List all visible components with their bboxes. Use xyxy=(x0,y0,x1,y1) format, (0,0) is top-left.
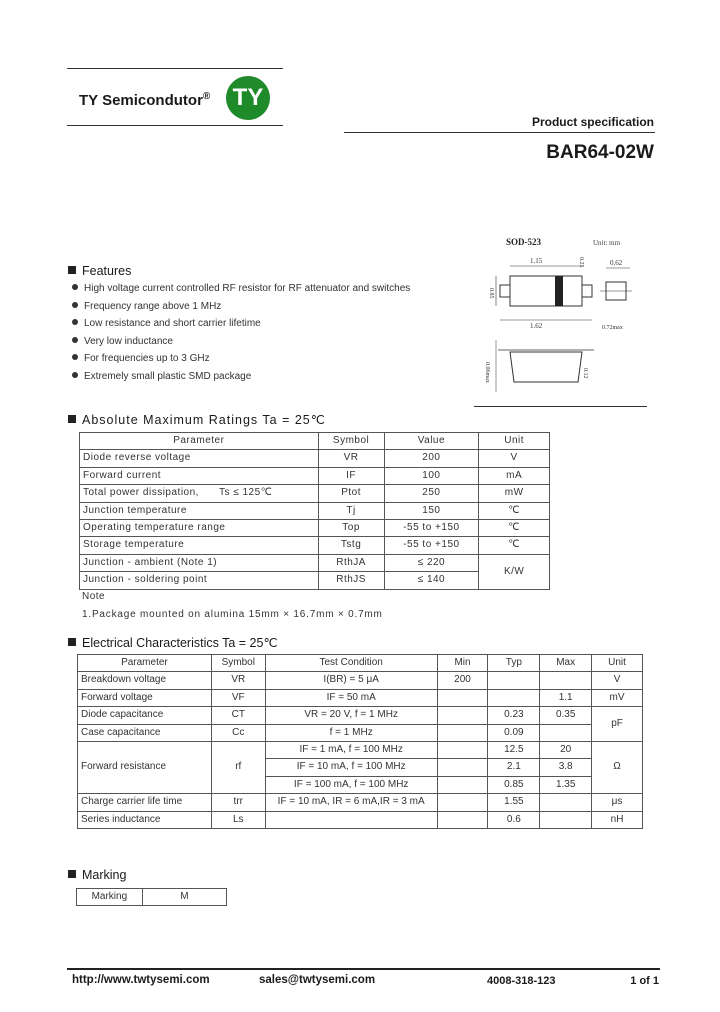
ec-table xyxy=(77,654,643,829)
min-cell xyxy=(437,707,488,724)
max-cell xyxy=(540,811,592,828)
part-number: BAR64-02W xyxy=(546,142,654,163)
square-bullet-icon xyxy=(68,870,76,878)
unit-cell: V xyxy=(479,450,550,467)
dim-label: 0.85 xyxy=(488,288,494,299)
dim-label: 0.62 xyxy=(610,259,623,267)
ec-title: Electrical Characteristics Ta = 25℃ xyxy=(68,635,277,650)
value-cell: 250 xyxy=(384,485,479,502)
max-cell: 3.8 xyxy=(540,759,592,776)
bullet-icon xyxy=(72,337,78,343)
note-text: 1.Package mounted on alumina 15mm × 16.7mm × 0.7mm xyxy=(82,609,383,620)
unit-cell: mA xyxy=(479,467,550,484)
condition-cell: IF = 100 mA, f = 100 MHz xyxy=(265,776,437,793)
marking-value-cell: M xyxy=(142,889,226,906)
list-item: High voltage current controlled RF resistor for RF attenuator and switches xyxy=(72,280,410,298)
lead-right xyxy=(582,285,592,297)
symbol-cell: RthJS xyxy=(318,572,384,589)
page-number: 1 of 1 xyxy=(630,975,659,987)
unit-cell: pF xyxy=(592,707,643,742)
typ-cell xyxy=(488,689,540,706)
symbol-cell: trr xyxy=(211,794,265,811)
min-cell xyxy=(437,759,488,776)
condition-cell: IF = 1 mA, f = 100 MHz xyxy=(265,742,437,759)
website-link[interactable]: http://www.twtysemi.com xyxy=(72,974,210,986)
symbol-cell: Ptot xyxy=(318,485,384,502)
bullet-icon xyxy=(72,319,78,325)
symbol-cell: Tstg xyxy=(318,537,384,554)
unit-cell: V xyxy=(592,672,643,689)
param-cell: Total power dissipation, Ts ≤ 125℃ xyxy=(80,485,319,502)
param-cell: Case capacitance xyxy=(78,724,212,741)
bullet-icon xyxy=(72,372,78,378)
param-cell: Series inductance xyxy=(78,811,212,828)
list-item: For frequencies up to 3 GHz xyxy=(72,350,410,368)
table-row xyxy=(77,889,227,906)
symbol-cell: VR xyxy=(211,672,265,689)
param-cell: Operating temperature range xyxy=(80,520,319,537)
column-header: Symbol xyxy=(211,655,265,672)
max-cell: 1.1 xyxy=(540,689,592,706)
value-cell: 200 xyxy=(384,450,479,467)
top-view-body xyxy=(510,276,582,306)
dim-label: 0.25 xyxy=(578,257,584,268)
note-label: Note xyxy=(82,591,106,602)
company-logo: TY xyxy=(226,76,270,120)
max-cell: 20 xyxy=(540,742,592,759)
amr-table xyxy=(79,432,550,590)
bullet-icon xyxy=(72,284,78,290)
footer-rule xyxy=(67,968,660,970)
min-cell xyxy=(437,724,488,741)
column-header: Value xyxy=(384,433,479,450)
column-header: Max xyxy=(540,655,592,672)
symbol-cell: Top xyxy=(318,520,384,537)
param-cell: Diode capacitance xyxy=(78,707,212,724)
features-title: Features xyxy=(68,264,131,278)
header-top-rule xyxy=(67,68,283,69)
typ-cell xyxy=(488,672,540,689)
value-cell: ≤ 140 xyxy=(384,572,479,589)
max-cell xyxy=(540,794,592,811)
table-header-row xyxy=(78,655,643,672)
param-cell: Breakdown voltage xyxy=(78,672,212,689)
column-header: Unit xyxy=(592,655,643,672)
square-bullet-icon xyxy=(68,415,76,423)
condition-cell: IF = 50 mA xyxy=(265,689,437,706)
bullet-icon xyxy=(72,354,78,360)
amr-title: Absolute Maximum Ratings Ta = 25℃ xyxy=(68,412,326,427)
header-bottom-rule xyxy=(67,125,283,126)
table-row xyxy=(80,467,550,484)
typ-cell: 12.5 xyxy=(488,742,540,759)
param-cell: Forward resistance xyxy=(78,742,212,794)
square-bullet-icon xyxy=(68,266,76,274)
typ-cell: 0.6 xyxy=(488,811,540,828)
unit-cell: K/W xyxy=(479,554,550,589)
square-bullet-icon xyxy=(68,638,76,646)
table-header-row xyxy=(80,433,550,450)
unit-cell: ℃ xyxy=(479,537,550,554)
condition-cell: IF = 10 mA, IR = 6 mA,IR = 3 mA xyxy=(265,794,437,811)
list-item: Very low inductance xyxy=(72,333,410,351)
marking-label-cell: Marking xyxy=(77,889,143,906)
marking-table xyxy=(76,888,227,906)
spec-label: Product specification xyxy=(531,115,654,129)
unit-cell: ℃ xyxy=(479,520,550,537)
dim-label: 1.62 xyxy=(530,322,543,330)
unit-cell: Ω xyxy=(592,742,643,794)
typ-cell: 0.85 xyxy=(488,776,540,793)
unit-cell: mV xyxy=(592,689,643,706)
min-cell xyxy=(437,794,488,811)
param-cell: Junction - ambient (Note 1) xyxy=(80,554,319,571)
typ-cell: 0.23 xyxy=(488,707,540,724)
condition-cell xyxy=(265,811,437,828)
min-cell xyxy=(437,776,488,793)
max-cell: 1.35 xyxy=(540,776,592,793)
list-item: Frequency range above 1 MHz xyxy=(72,298,410,316)
min-cell xyxy=(437,742,488,759)
condition-cell: f = 1 MHz xyxy=(265,724,437,741)
typ-cell: 0.09 xyxy=(488,724,540,741)
param-cell: Forward current xyxy=(80,467,319,484)
table-row xyxy=(80,485,550,502)
column-header: Symbol xyxy=(318,433,384,450)
column-header: Min xyxy=(437,655,488,672)
typ-cell: 1.55 xyxy=(488,794,540,811)
table-row xyxy=(80,554,550,571)
value-cell: -55 to +150 xyxy=(384,520,479,537)
symbol-cell: VF xyxy=(211,689,265,706)
unit-cell: mW xyxy=(479,485,550,502)
symbol-cell: CT xyxy=(211,707,265,724)
condition-cell: IF = 10 mA, f = 100 MHz xyxy=(265,759,437,776)
table-row xyxy=(78,689,643,706)
package-name: SOD-523 xyxy=(506,237,542,247)
front-view-body xyxy=(510,352,582,382)
min-cell: 200 xyxy=(437,672,488,689)
value-cell: 150 xyxy=(384,502,479,519)
column-header: Parameter xyxy=(78,655,212,672)
table-row xyxy=(78,672,643,689)
table-row xyxy=(80,502,550,519)
column-header: Unit xyxy=(479,433,550,450)
table-row xyxy=(80,450,550,467)
features-list xyxy=(72,280,410,386)
condition-text: Ts ≤ 125℃ xyxy=(218,487,273,499)
max-cell: 0.35 xyxy=(540,707,592,724)
symbol-cell: rf xyxy=(211,742,265,794)
lead-left xyxy=(500,285,510,297)
email-link[interactable]: sales@twtysemi.com xyxy=(259,974,376,986)
package-unit: Unit: mm xyxy=(593,239,621,247)
list-item: Extremely small plastic SMD package xyxy=(72,368,410,386)
dim-label: 0.06max xyxy=(484,362,490,383)
table-row xyxy=(78,811,643,828)
column-header: Test Condition xyxy=(265,655,437,672)
unit-cell: nH xyxy=(592,811,643,828)
package-rule xyxy=(474,406,647,407)
condition-cell: VR = 20 V, f = 1 MHz xyxy=(265,707,437,724)
dim-label: 1.15 xyxy=(530,257,543,265)
symbol-cell: VR xyxy=(318,450,384,467)
dim-label: 0.72max xyxy=(602,325,623,331)
bullet-icon xyxy=(72,302,78,308)
table-row xyxy=(78,794,643,811)
symbol-cell: Ls xyxy=(211,811,265,828)
value-cell: 100 xyxy=(384,467,479,484)
param-cell: Charge carrier life time xyxy=(78,794,212,811)
param-cell: Storage temperature xyxy=(80,537,319,554)
param-cell: Forward voltage xyxy=(78,689,212,706)
table-row xyxy=(78,742,643,759)
symbol-cell: Tj xyxy=(318,502,384,519)
list-item: Low resistance and short carrier lifetime xyxy=(72,315,410,333)
condition-cell: I(BR) = 5 μA xyxy=(265,672,437,689)
value-cell: -55 to +150 xyxy=(384,537,479,554)
param-cell: Junction - soldering point xyxy=(80,572,319,589)
cathode-band xyxy=(555,276,563,306)
table-row xyxy=(78,724,643,741)
table-row xyxy=(80,520,550,537)
company-name: TY Semicondutor® xyxy=(79,91,211,109)
param-cell: Junction temperature xyxy=(80,502,319,519)
table-row xyxy=(80,537,550,554)
phone-number: 4008-318-123 xyxy=(487,975,556,987)
column-header: Parameter xyxy=(80,433,319,450)
table-row xyxy=(78,707,643,724)
package-drawing xyxy=(470,232,650,412)
max-cell xyxy=(540,672,592,689)
dim-label: 0.12 xyxy=(582,368,588,379)
min-cell xyxy=(437,811,488,828)
spec-rule xyxy=(344,132,655,133)
symbol-cell: Cc xyxy=(211,724,265,741)
column-header: Typ xyxy=(488,655,540,672)
unit-cell: μs xyxy=(592,794,643,811)
param-cell: Diode reverse voltage xyxy=(80,450,319,467)
typ-cell: 2.1 xyxy=(488,759,540,776)
min-cell xyxy=(437,689,488,706)
value-cell: ≤ 220 xyxy=(384,554,479,571)
symbol-cell: RthJA xyxy=(318,554,384,571)
symbol-cell: IF xyxy=(318,467,384,484)
unit-cell: ℃ xyxy=(479,502,550,519)
max-cell xyxy=(540,724,592,741)
marking-title: Marking xyxy=(68,868,126,882)
